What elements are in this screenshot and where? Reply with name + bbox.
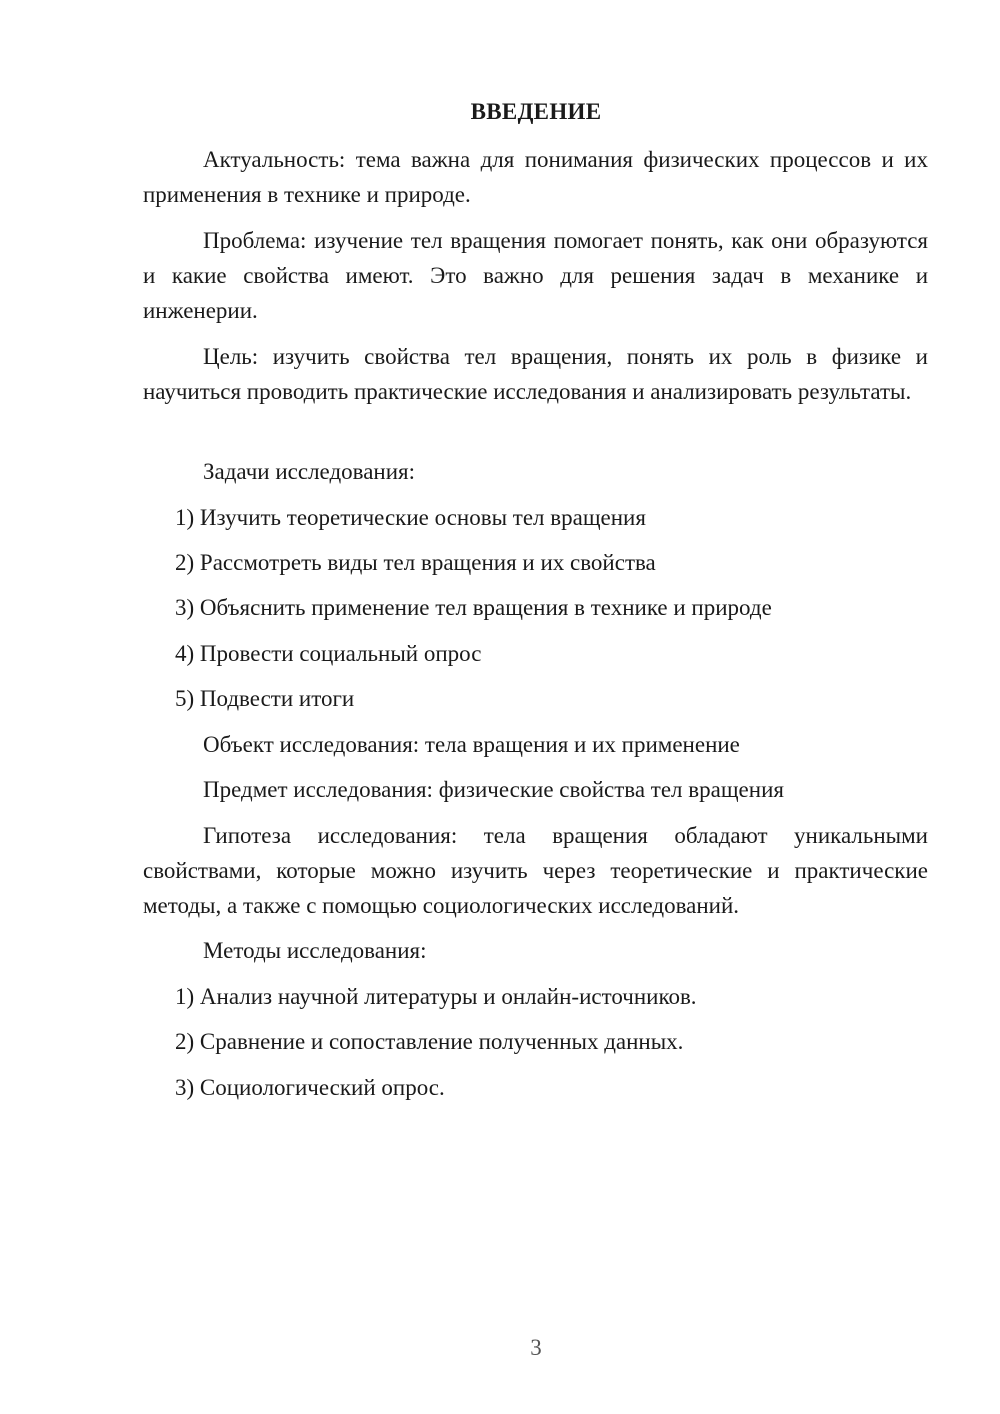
task-item-5: 5) Подвести итоги — [175, 686, 355, 711]
method-item-2: 2) Сравнение и сопоставление полученных данных. — [175, 1029, 684, 1054]
subject-paragraph: Предмет исследования: физические свойства тел вращения — [203, 777, 784, 802]
method-item-3: 3) Социологический опрос. — [175, 1075, 445, 1100]
tasks-heading: Задачи исследования: — [203, 459, 416, 484]
task-item-2: 2) Рассмотреть виды тел вращения и их свойства — [175, 550, 656, 575]
task-item-1: 1) Изучить теоретические основы тел вращения — [175, 505, 646, 530]
methods-heading: Методы исследования: — [203, 938, 427, 963]
section-title: ВВЕДЕНИЕ — [470, 99, 602, 124]
task-item-4: 4) Провести социальный опрос — [175, 641, 482, 666]
problem-paragraph: Проблема: изучение тел вращения помогает понять, как они образуются и какие свойства имеют. Это важно для решения задач в механике и инженерии. — [143, 228, 928, 323]
task-item-3: 3) Объяснить применение тел вращения в технике и природе — [175, 595, 772, 620]
hypothesis-paragraph: Гипотеза исследования: тела вращения обладают уникальными свойствами, которые можно изучить через теоретические и практические методы, а также с помощью социологических исследований. — [143, 823, 928, 918]
goal-paragraph: Цель: изучить свойства тел вращения, понять их роль в физике и научиться проводить практические исследования и анализировать результаты. — [143, 344, 928, 404]
object-paragraph: Объект исследования: тела вращения и их применение — [203, 732, 740, 757]
page-number: 3 — [530, 1335, 542, 1360]
relevance-paragraph: Актуальность: тема важна для понимания физических процессов и их применения в технике и природе. — [143, 147, 928, 207]
method-item-1: 1) Анализ научной литературы и онлайн-источников. — [175, 984, 697, 1009]
